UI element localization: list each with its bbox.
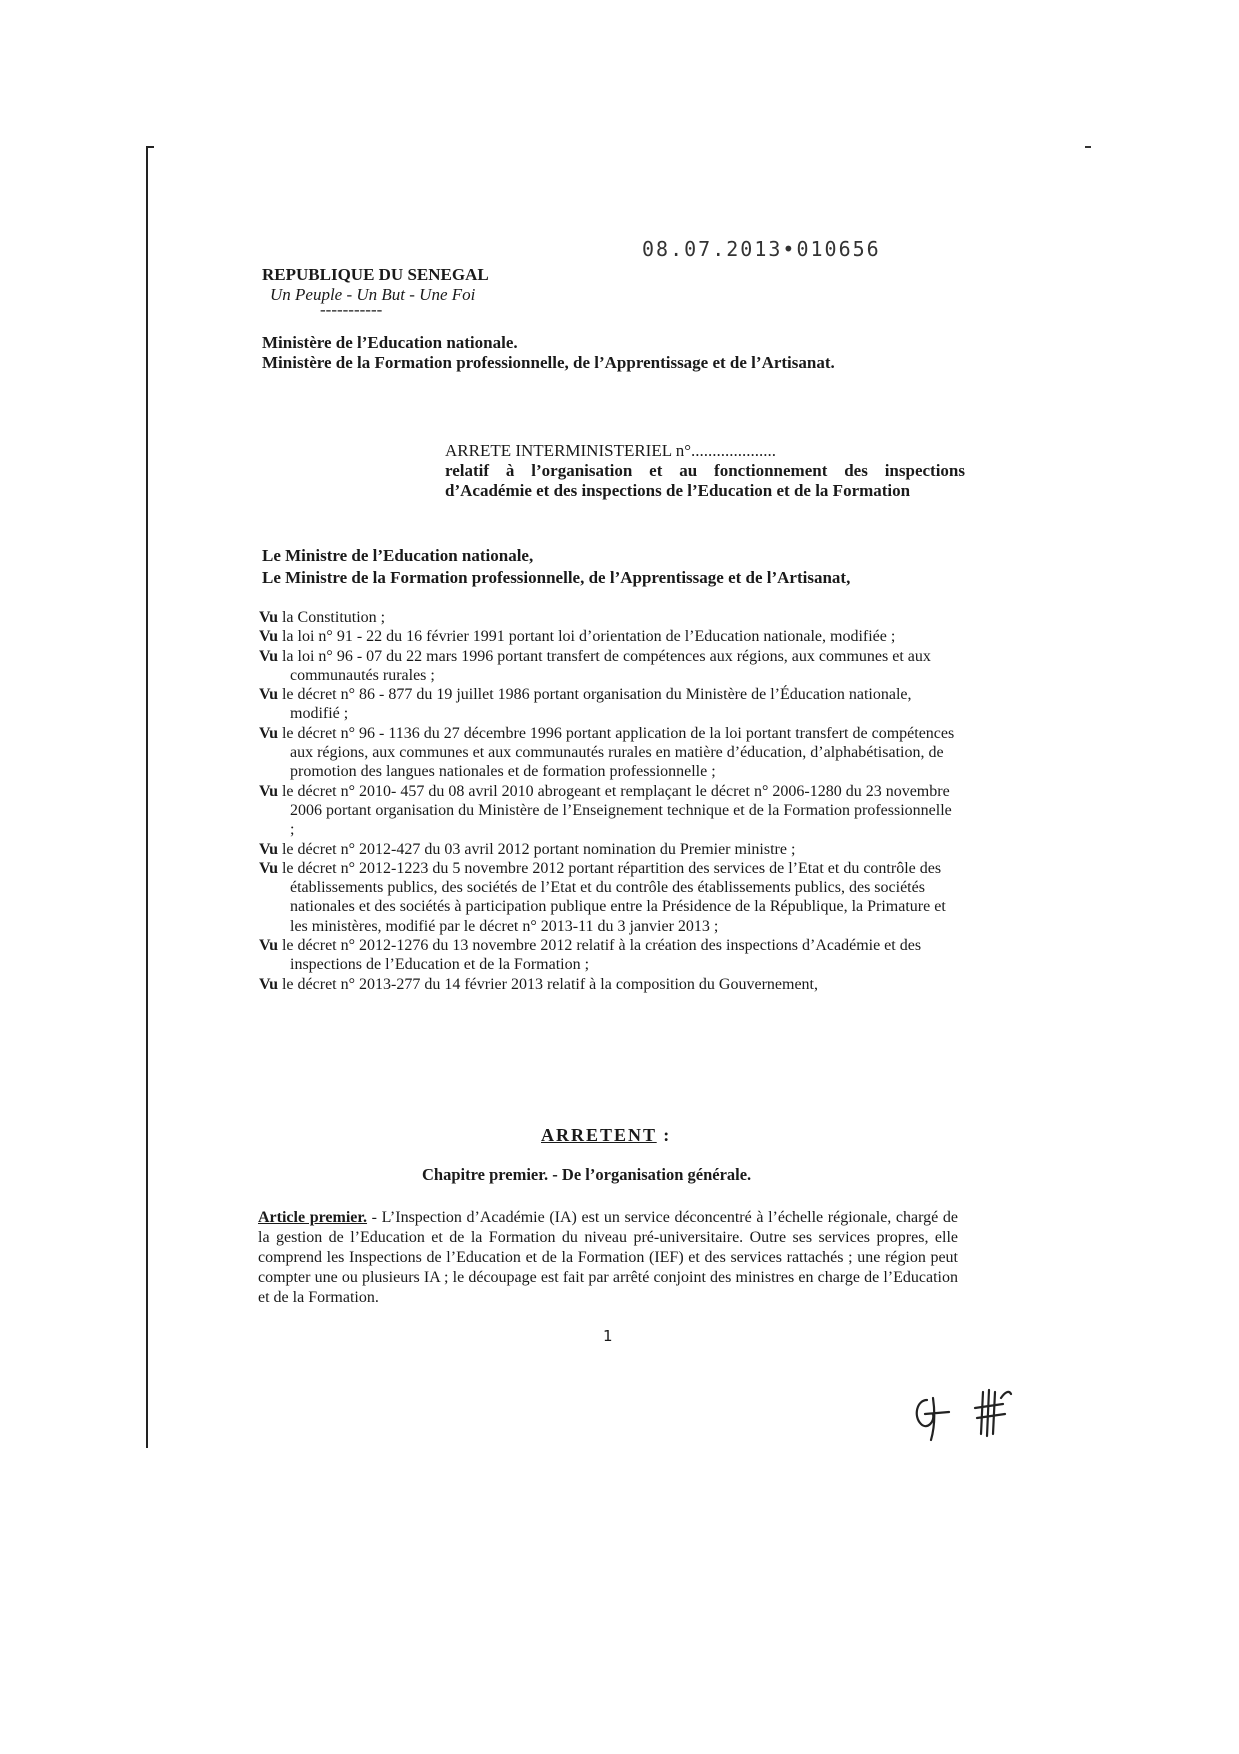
handwritten-initials — [905, 1378, 1025, 1448]
national-motto: Un Peuple - Un But - Une Foi — [270, 285, 476, 304]
visa-item: Vu la Constitution ; — [259, 609, 386, 626]
ministry-education: Ministère de l’Education nationale. — [262, 333, 518, 352]
registration-stamp: 08.07.2013•010656 — [642, 237, 881, 261]
chapter-heading: Chapitre premier. - De l’organisation générale. — [422, 1165, 752, 1184]
visa-item: Vu la loi n° 91 - 22 du 16 février 1991 portant loi d’orientation de l’Education nationale, modifiée ; — [259, 628, 896, 646]
document-header — [262, 265, 489, 319]
ministries-block — [262, 333, 835, 373]
arrete-subject-line-2: d’Académie et des inspections de l’Education et de la Formation — [445, 481, 911, 500]
scan-margin-tick — [146, 146, 154, 148]
article-text: - L’Inspection d’Académie (IA) est un service déconcentré à l’échelle régionale, chargé de la gestion de l’Education et de la Formation du niveau pré-universitaire. Outre ses services propres, elle comprend les Inspections de l’Education et de la Formation (IEF) et des services rattachés ; une région peut compter une ou plusieurs IA ; le découpage est fait par arrêté conjoint des ministres en charge de l’Education et de la Formation. — [258, 1209, 958, 1306]
page-number: 1 — [603, 1327, 613, 1345]
arrete-title — [445, 441, 965, 501]
scan-mark — [1085, 146, 1091, 148]
article-premier — [258, 1208, 958, 1308]
ministry-formation: Ministère de la Formation professionnelle, de l’Apprentissage et de l’Artisanat. — [262, 353, 835, 372]
visa-item: Vu le décret n° 2010- 457 du 08 avril 2010 abrogeant et remplaçant le décret n° 2006-1280 du 23 novembre 2006 portant organisation du Ministère de l’Enseignement technique et de la Formation professionnelle ; — [259, 782, 952, 839]
header-separator: ----------- — [320, 300, 383, 319]
minister-formation: Le Ministre de la Formation professionnelle, de l’Apprentissage et de l’Artisanat, — [262, 568, 851, 587]
visa-item: Vu la loi n° 96 - 07 du 22 mars 1996 portant transfert de compétences aux régions, aux communes et aux communautés rurales ; — [259, 647, 931, 684]
ministers-block — [262, 545, 850, 589]
visa-item: Vu le décret n° 2012-427 du 03 avril 2012 portant nomination du Premier ministre ; — [259, 840, 796, 858]
republic-name: REPUBLIQUE DU SENEGAL — [262, 265, 489, 284]
minister-education: Le Ministre de l’Education nationale, — [262, 546, 534, 565]
arretent-heading: ARRETENT : — [541, 1125, 672, 1145]
visa-item: Vu le décret n° 2012-1276 du 13 novembre 2012 relatif à la création des inspections d’Académie et des inspections de l’Education et de la Formation ; — [259, 937, 922, 974]
article-label: Article premier. — [258, 1209, 368, 1226]
scan-margin-line — [146, 146, 148, 1448]
arrete-number: ARRETE INTERMINISTERIEL n°.................... — [445, 441, 777, 460]
visa-item: Vu le décret n° 2013-277 du 14 février 2013 relatif à la composition du Gouvernement, — [259, 975, 818, 993]
visas-list — [259, 608, 959, 994]
arrete-subject-line-1: relatif à l’organisation et au fonctionnement des inspections — [445, 461, 965, 480]
visa-item: Vu le décret n° 96 - 1136 du 27 décembre 1996 portant application de la loi portant transfert de compétences aux régions, aux communes et aux communautés rurales en matière d’éducation, d’alphabétisation, de promotion des langues nationales et de formation professionnelle ; — [259, 724, 955, 781]
visa-item: Vu le décret n° 2012-1223 du 5 novembre 2012 portant répartition des services de l’Etat et du contrôle des établissements publics, des sociétés de l’Etat et du contrôle des établissements publics, des sociétés nationales et des sociétés à participation publique entre la Présidence de la République, la Primature et les ministères, modifié par le décret n° 2013-11 du 3 janvier 2013 ; — [259, 859, 946, 935]
visa-item: Vu le décret n° 86 - 877 du 19 juillet 1986 portant organisation du Ministère de l’Éducation nationale, modifié ; — [259, 686, 912, 723]
